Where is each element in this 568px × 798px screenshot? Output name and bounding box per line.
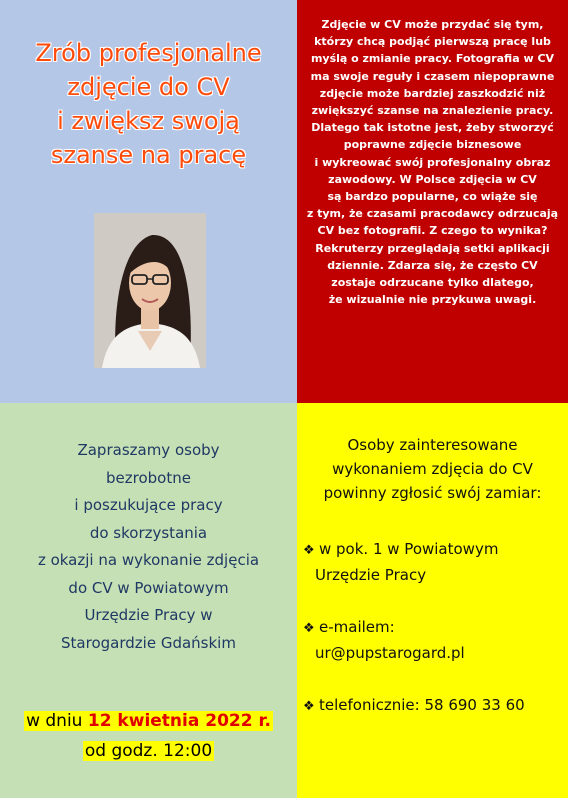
contact-item-email [303, 615, 565, 665]
info-line: zawodowy. W Polsce zdjęcia w CV [328, 172, 537, 186]
invitation-line: i poszukujące pracy [74, 496, 223, 514]
portrait-photo [94, 213, 206, 368]
invitation-line: do CV w Powiatowym [68, 578, 229, 597]
info-text [301, 16, 564, 308]
info-line: dziennie. Zdarza się, że często CV [327, 258, 538, 272]
info-line: są bardzo popularne, co wiąże się [327, 190, 538, 204]
info-line: zdjęcie może bardziej zaszkodzić niż [319, 86, 546, 100]
headline-line: Zrób profesjonalne [35, 39, 262, 67]
event-time [0, 738, 297, 764]
woman-portrait-illustration [94, 213, 206, 368]
invitation-line: Zapraszamy osoby [77, 441, 220, 459]
contact-intro-line: wykonaniem zdjęcia do CV [332, 460, 533, 478]
info-line: Dlatego tak istotne jest, żeby stworzyć [311, 121, 554, 135]
info-line: ma swoje reguły i czasem niepoprawne [310, 69, 555, 83]
event-date-highlight [24, 711, 273, 731]
diamond-bullet-icon: ❖ [303, 699, 315, 714]
date-value: 12 kwietnia 2022 r. [87, 711, 271, 731]
invitation-line: do skorzystania [89, 523, 208, 542]
contact-email-address[interactable]: ur@pupstarogard.pl [315, 644, 465, 662]
event-time-value: od godz. 12:00 [84, 741, 213, 761]
info-line: Zdjęcie w CV może przydać się tym, [321, 18, 544, 31]
info-panel [297, 0, 568, 403]
info-line: zostaje odrzucane tylko dlatego, [331, 276, 534, 290]
info-line: którzy chcą podjąć pierwszą pracę lub [314, 35, 551, 49]
info-line: CV bez fotografii. Z czego to wynika? [317, 224, 548, 238]
contact-item-room [303, 537, 565, 587]
invitation-line: Urzędzie Pracy w [84, 606, 213, 624]
diamond-bullet-icon: ❖ [303, 621, 315, 636]
contact-panel [297, 403, 568, 798]
date-prefix: w dniu [26, 711, 88, 731]
info-line: że wizualnie nie przykuwa uwagi. [328, 293, 537, 307]
diamond-bullet-icon: ❖ [303, 543, 315, 558]
contact-intro-line: powinny zgłosić swój zamiar: [323, 484, 542, 502]
contact-item-phone [303, 693, 565, 719]
contact-phone: telefonicznie: 58 690 33 60 [319, 696, 525, 714]
event-date [0, 708, 297, 734]
contact-intro-line: Osoby zainteresowane [347, 436, 518, 454]
invitation-line: z okazji na wykonanie zdjęcia [37, 551, 260, 569]
contact-room-line1: w pok. 1 w Powiatowym [319, 540, 499, 558]
invitation-panel [0, 403, 297, 798]
info-line: z tym, że czasami pracodawcy odrzucają [306, 207, 559, 221]
headline-line: zdjęcie do CV [67, 73, 230, 101]
info-line: zwiększyć szanse na znalezienie pracy. [311, 104, 554, 118]
headline [0, 36, 297, 172]
contact-email-label: e-mailem: [319, 618, 395, 636]
contact-intro [297, 433, 568, 505]
headline-panel [0, 0, 297, 403]
info-line: myślą o zmianie pracy. Fotografia w CV [310, 52, 555, 66]
contact-room-line2: Urzędzie Pracy [315, 566, 427, 584]
invitation-line: Starogardzie Gdańskim [61, 633, 236, 652]
headline-line: szanse na pracę [50, 141, 247, 169]
info-line: Rekruterzy przeglądają setki aplikacji [315, 241, 550, 255]
headline-line: i zwiększ swoją [57, 107, 240, 135]
info-line: i wykreować swój profesjonalny obraz [314, 155, 551, 169]
info-line: poprawne zdjęcie biznesowe [343, 138, 522, 152]
invitation-line: bezrobotne [106, 468, 191, 487]
invitation-text [0, 437, 297, 657]
